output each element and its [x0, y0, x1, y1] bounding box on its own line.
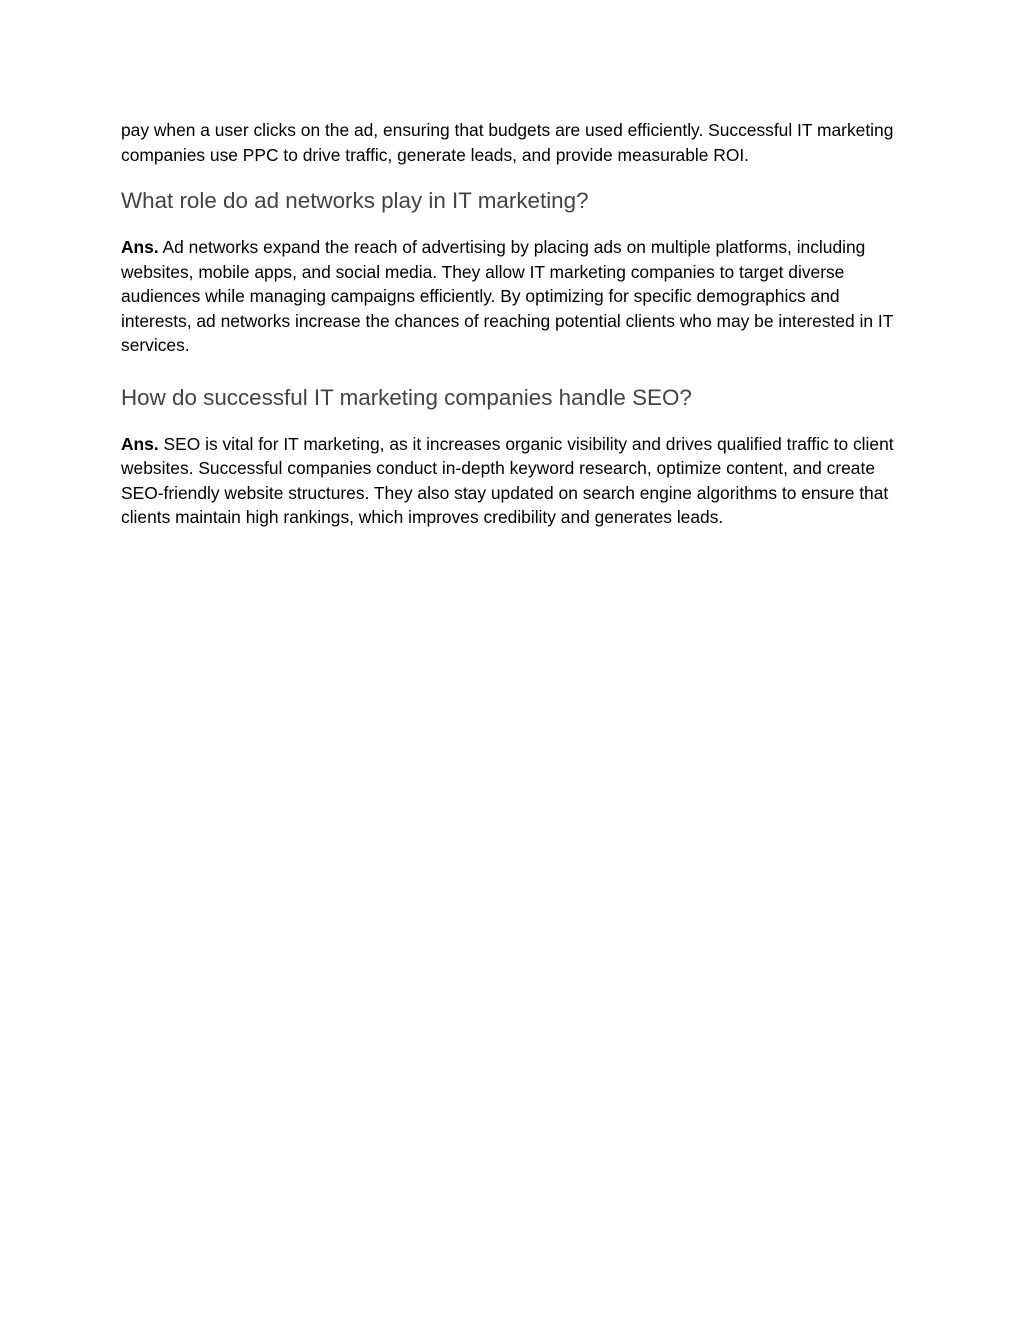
answer-label: Ans. — [121, 237, 159, 257]
question-heading-seo: How do successful IT marketing companies handle SEO? — [121, 384, 692, 410]
answer-paragraph-seo — [121, 432, 911, 530]
answer-label: Ans. — [121, 433, 159, 454]
document-page — [121, 118, 911, 530]
answer-text: Ad networks expand the reach of advertising by placing ads on multiple platforms, including websites, mobile apps, and social media. They allow IT marketing companies to target diverse audiences while managing campaigns efficiently. By optimizing for specific demographics and interests, ad networks increase the chances of reaching potential clients who may be interested in IT services. — [121, 237, 894, 355]
answer-text: SEO is vital for IT marketing, as it increases organic visibility and drives qualified traffic to client websites. Successful companies conduct in-depth keyword research, optimize content, and create SEO-friendly website structures. They also stay updated on search engine algorithms to ensure that clients maintain high rankings, which improves credibility and generates leads. — [121, 433, 894, 527]
intro-paragraph: pay when a user clicks on the ad, ensuring that budgets are used efficiently. Successful IT marketing companies use PPC to drive traffic, generate leads, and provide measurable ROI. — [121, 120, 894, 165]
question-heading-ad-networks: What role do ad networks play in IT marketing? — [121, 188, 589, 213]
answer-paragraph-ad-networks — [121, 235, 911, 358]
